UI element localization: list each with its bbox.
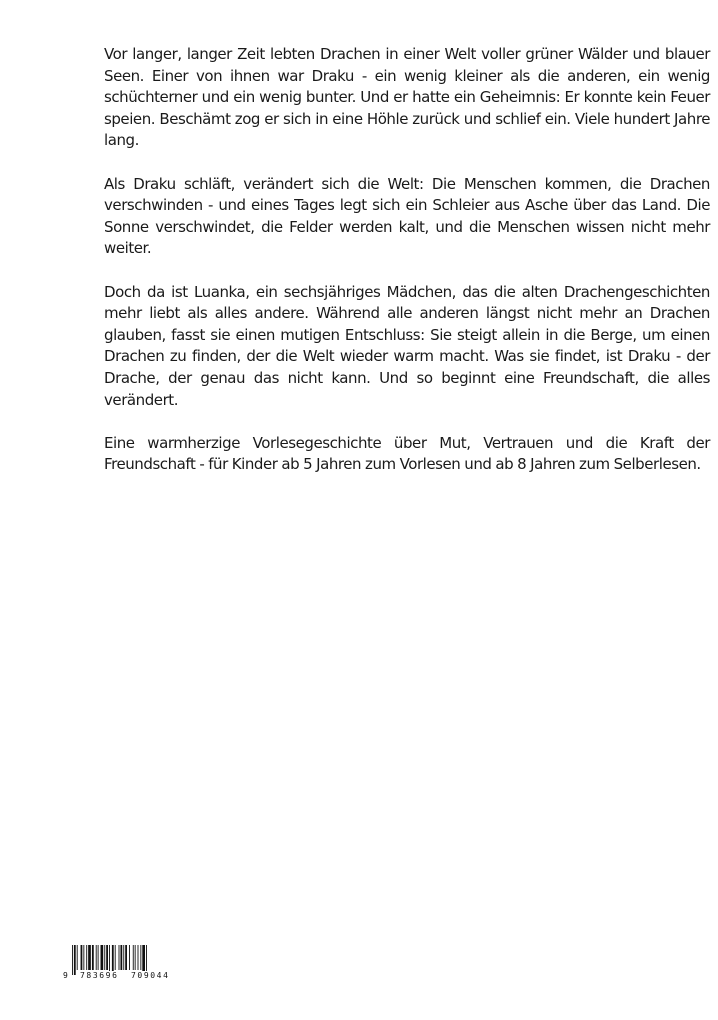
- barcode-left-group: 783696: [80, 971, 119, 980]
- paragraph-world-change: Als Draku schläft, verändert sich die Welt: Die Menschen kommen, die Drachen verschwinden - und eines Tages legt sich ein Schleier aus Asche über das Land. Die Sonne verschwindet, die Felder werden kalt, und die Menschen wissen nicht mehr weiter.: [104, 174, 710, 258]
- barcode-right-group: 709044: [131, 971, 170, 980]
- paragraph-intro: Vor langer, langer Zeit lebten Drachen in einer Welt voller grüner Wälder und blauer Seen. Einer von ihnen war Draku - ein wenig kleiner als die anderen, ein wenig schüchterner und ein wenig bunter. Und er hatte ein Geheimnis: Er konnte kein Feuer speien. Beschämt zog er sich in eine Höhle zurück und schlief ein. Viele hundert Jahre lang.: [104, 45, 710, 150]
- paragraph-luanka: Doch da ist Luanka, ein sechsjähriges Mädchen, das die alten Drachengeschichten mehr liebt als alles andere. Während alle anderen längst nicht mehr an Drachen glauben, fasst sie einen mutigen Entschluss: Sie steigt allein in die Berge, um einen Drachen zu finden, der die Welt wieder warm macht. Was sie findet, ist Draku - der Drache, der genau das nicht kann. Und so beginnt eine Freundschaft, die alles verändert.: [104, 282, 710, 409]
- isbn-barcode: [62, 945, 180, 981]
- barcode-digits: [62, 971, 180, 981]
- blurb-text: [104, 44, 710, 497]
- paragraph-summary: Eine warmherzige Vorlesegeschichte über Mut, Vertrauen und die Kraft der Freundschaft - für Kinder ab 5 Jahren zum Vorlesen und ab 8 Jahren zum Selberlesen.: [104, 433, 710, 474]
- barcode-first-digit: 9: [63, 971, 68, 980]
